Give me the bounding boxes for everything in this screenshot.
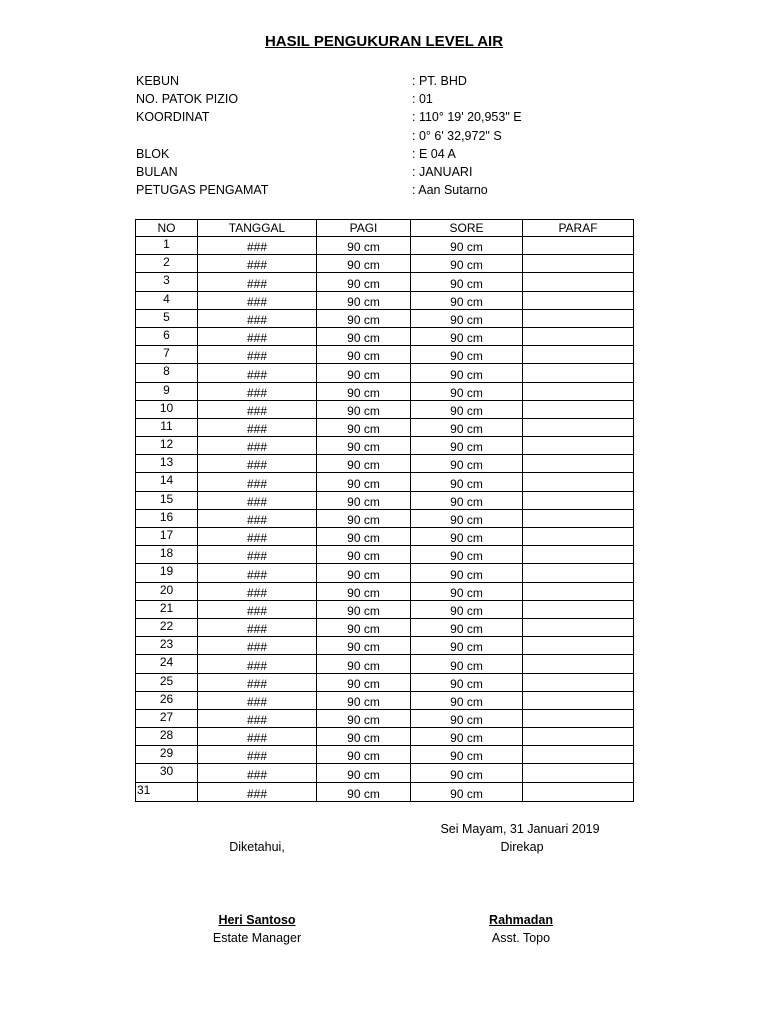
cell-paraf [523,709,634,727]
cell-pagi: 90 cm [317,273,411,291]
table-row [136,273,634,291]
cell-tanggal: ### [198,637,317,655]
cell-paraf [523,327,634,345]
cell-pagi: 90 cm [317,655,411,673]
info-label: BLOK [136,146,170,161]
cell-pagi: 90 cm [317,382,411,400]
cell-pagi: 90 cm [317,255,411,273]
table-row [136,709,634,727]
info-row-patok [136,90,656,108]
cell-pagi: 90 cm [317,509,411,527]
cell-tanggal: ### [198,346,317,364]
table-row [136,655,634,673]
cell-pagi: 90 cm [317,673,411,691]
header-pagi: PAGI [317,220,411,237]
table-row [136,637,634,655]
cell-no: 2 [136,255,198,273]
cell-no: 10 [136,400,198,418]
table-row [136,582,634,600]
table-row [136,455,634,473]
cell-tanggal: ### [198,437,317,455]
cell-no: 14 [136,473,198,491]
cell-paraf [523,509,634,527]
cell-pagi: 90 cm [317,618,411,636]
table-row [136,437,634,455]
header-sore: SORE [411,220,523,237]
cell-no: 11 [136,418,198,436]
table-row [136,600,634,618]
cell-sore: 90 cm [411,691,523,709]
table-row [136,564,634,582]
cell-tanggal: ### [198,582,317,600]
cell-sore: 90 cm [411,364,523,382]
info-label: PETUGAS PENGAMAT [136,183,269,198]
cell-pagi: 90 cm [317,237,411,255]
cell-no: 7 [136,346,198,364]
table-row [136,691,634,709]
cell-no: 28 [136,728,198,746]
cell-sore: 90 cm [411,746,523,764]
cell-sore: 90 cm [411,728,523,746]
cell-sore: 90 cm [411,291,523,309]
info-section [136,72,656,199]
cell-sore: 90 cm [411,782,523,801]
cell-tanggal: ### [198,564,317,582]
cell-pagi: 90 cm [317,327,411,345]
cell-paraf [523,782,634,801]
signer-left-position: Estate Manager [212,931,302,945]
info-value: : 110° 19' 20,953" E [412,110,522,125]
cell-pagi: 90 cm [317,291,411,309]
cell-tanggal: ### [198,455,317,473]
cell-tanggal: ### [198,691,317,709]
table-row [136,327,634,345]
info-row-kebun [136,72,656,90]
cell-pagi: 90 cm [317,491,411,509]
cell-no: 26 [136,691,198,709]
cell-pagi: 90 cm [317,309,411,327]
cell-pagi: 90 cm [317,437,411,455]
table-row [136,473,634,491]
cell-sore: 90 cm [411,564,523,582]
cell-no: 12 [136,437,198,455]
table-row [136,673,634,691]
cell-paraf [523,691,634,709]
cell-tanggal: ### [198,673,317,691]
cell-pagi: 90 cm [317,728,411,746]
cell-no: 13 [136,455,198,473]
cell-tanggal: ### [198,709,317,727]
cell-paraf [523,564,634,582]
cell-sore: 90 cm [411,327,523,345]
cell-pagi: 90 cm [317,600,411,618]
info-value: : 0° 6' 32,972" S [412,128,502,143]
cell-pagi: 90 cm [317,709,411,727]
cell-pagi: 90 cm [317,564,411,582]
cell-pagi: 90 cm [317,691,411,709]
cell-sore: 90 cm [411,582,523,600]
cell-tanggal: ### [198,473,317,491]
cell-paraf [523,546,634,564]
cell-sore: 90 cm [411,237,523,255]
cell-sore: 90 cm [411,618,523,636]
cell-no: 25 [136,673,198,691]
cell-paraf [523,582,634,600]
info-value: : Aan Sutarno [412,183,488,198]
cell-no: 15 [136,491,198,509]
info-row-koordinat [136,108,656,126]
cell-sore: 90 cm [411,400,523,418]
cell-paraf [523,400,634,418]
table-row [136,237,634,255]
known-label: Diketahui, [229,840,285,854]
cell-pagi: 90 cm [317,418,411,436]
cell-tanggal: ### [198,418,317,436]
table-row [136,364,634,382]
cell-paraf [523,309,634,327]
cell-sore: 90 cm [411,346,523,364]
table-row [136,509,634,527]
header-no: NO [136,220,198,237]
table-row [136,546,634,564]
cell-pagi: 90 cm [317,764,411,782]
info-label: KEBUN [136,74,180,88]
table-row [136,400,634,418]
measurement-table [135,219,634,802]
cell-tanggal: ### [198,746,317,764]
cell-sore: 90 cm [411,418,523,436]
info-label: BULAN [136,164,178,179]
table-row [136,418,634,436]
cell-sore: 90 cm [411,491,523,509]
document-title: HASIL PENGUKURAN LEVEL AIR [264,33,504,50]
cell-sore: 90 cm [411,709,523,727]
cell-paraf [523,528,634,546]
table-row [136,618,634,636]
cell-no: 16 [136,509,198,527]
cell-no: 18 [136,546,198,564]
cell-pagi: 90 cm [317,455,411,473]
cell-tanggal: ### [198,382,317,400]
cell-sore: 90 cm [411,655,523,673]
cell-tanggal: ### [198,309,317,327]
signer-right-name: Rahmadan [489,913,553,927]
cell-tanggal: ### [198,600,317,618]
cell-paraf [523,418,634,436]
table-row [136,291,634,309]
cell-paraf [523,728,634,746]
cell-no: 20 [136,582,198,600]
cell-paraf [523,491,634,509]
cell-pagi: 90 cm [317,400,411,418]
cell-paraf [523,291,634,309]
cell-tanggal: ### [198,509,317,527]
info-label: KOORDINAT [136,110,210,125]
info-row-blok [136,145,656,163]
cell-pagi: 90 cm [317,637,411,655]
cell-no: 23 [136,637,198,655]
table-header-row [136,220,634,237]
cell-tanggal: ### [198,728,317,746]
cell-sore: 90 cm [411,255,523,273]
cell-paraf [523,437,634,455]
table-row [136,782,634,801]
cell-sore: 90 cm [411,273,523,291]
cell-tanggal: ### [198,528,317,546]
cell-no: 19 [136,564,198,582]
cell-no: 21 [136,600,198,618]
table-row [136,346,634,364]
info-row-bulan [136,163,656,181]
cell-paraf [523,637,634,655]
table-row [136,255,634,273]
table-row [136,382,634,400]
cell-tanggal: ### [198,764,317,782]
cell-tanggal: ### [198,364,317,382]
cell-no: 24 [136,655,198,673]
cell-paraf [523,346,634,364]
cell-pagi: 90 cm [317,473,411,491]
table-row [136,746,634,764]
cell-pagi: 90 cm [317,528,411,546]
cell-sore: 90 cm [411,546,523,564]
cell-sore: 90 cm [411,764,523,782]
cell-pagi: 90 cm [317,746,411,764]
cell-paraf [523,382,634,400]
cell-paraf [523,237,634,255]
cell-no: 30 [136,764,198,782]
cell-sore: 90 cm [411,473,523,491]
header-tanggal: TANGGAL [198,220,317,237]
cell-tanggal: ### [198,655,317,673]
table-row [136,528,634,546]
cell-tanggal: ### [198,546,317,564]
table-row [136,309,634,327]
cell-paraf [523,455,634,473]
cell-sore: 90 cm [411,637,523,655]
cell-tanggal: ### [198,491,317,509]
cell-tanggal: ### [198,237,317,255]
cell-sore: 90 cm [411,673,523,691]
cell-paraf [523,473,634,491]
cell-no: 31 [136,782,198,801]
signer-left-name: Heri Santoso [218,913,296,927]
cell-sore: 90 cm [411,309,523,327]
cell-pagi: 90 cm [317,546,411,564]
cell-no: 27 [136,709,198,727]
info-value: : PT. BHD [412,74,467,88]
cell-sore: 90 cm [411,600,523,618]
cell-paraf [523,618,634,636]
cell-pagi: 90 cm [317,582,411,600]
cell-no: 8 [136,364,198,382]
cell-sore: 90 cm [411,382,523,400]
cell-sore: 90 cm [411,528,523,546]
cell-paraf [523,273,634,291]
cell-no: 6 [136,327,198,345]
table-body [136,237,634,802]
table-row [136,728,634,746]
cell-no: 29 [136,746,198,764]
cell-no: 22 [136,618,198,636]
place-date: Sei Mayam, 31 Januari 2019 [440,822,600,836]
header-paraf: PARAF [523,220,634,237]
cell-tanggal: ### [198,291,317,309]
cell-sore: 90 cm [411,437,523,455]
cell-tanggal: ### [198,255,317,273]
cell-paraf [523,673,634,691]
cell-paraf [523,600,634,618]
cell-sore: 90 cm [411,509,523,527]
cell-no: 9 [136,382,198,400]
table-row [136,491,634,509]
info-value: : E 04 A [412,146,456,161]
cell-pagi: 90 cm [317,346,411,364]
cell-no: 4 [136,291,198,309]
cell-no: 3 [136,273,198,291]
info-row-petugas [136,181,656,199]
cell-no: 17 [136,528,198,546]
cell-paraf [523,746,634,764]
cell-tanggal: ### [198,782,317,801]
cell-tanggal: ### [198,327,317,345]
cell-tanggal: ### [198,400,317,418]
cell-no: 5 [136,309,198,327]
signer-right-position: Asst. Topo [491,931,551,945]
cell-no: 1 [136,237,198,255]
cell-paraf [523,655,634,673]
made-label: Direkap [500,840,544,854]
cell-paraf [523,764,634,782]
cell-sore: 90 cm [411,455,523,473]
info-label: NO. PATOK PIZIO [136,92,239,107]
cell-paraf [523,255,634,273]
cell-pagi: 90 cm [317,782,411,801]
info-value: : 01 [412,92,433,107]
cell-tanggal: ### [198,273,317,291]
info-row-koordinat-2 [136,127,656,145]
info-value: : JANUARI [412,164,473,179]
cell-tanggal: ### [198,618,317,636]
cell-paraf [523,364,634,382]
table-row [136,764,634,782]
cell-pagi: 90 cm [317,364,411,382]
